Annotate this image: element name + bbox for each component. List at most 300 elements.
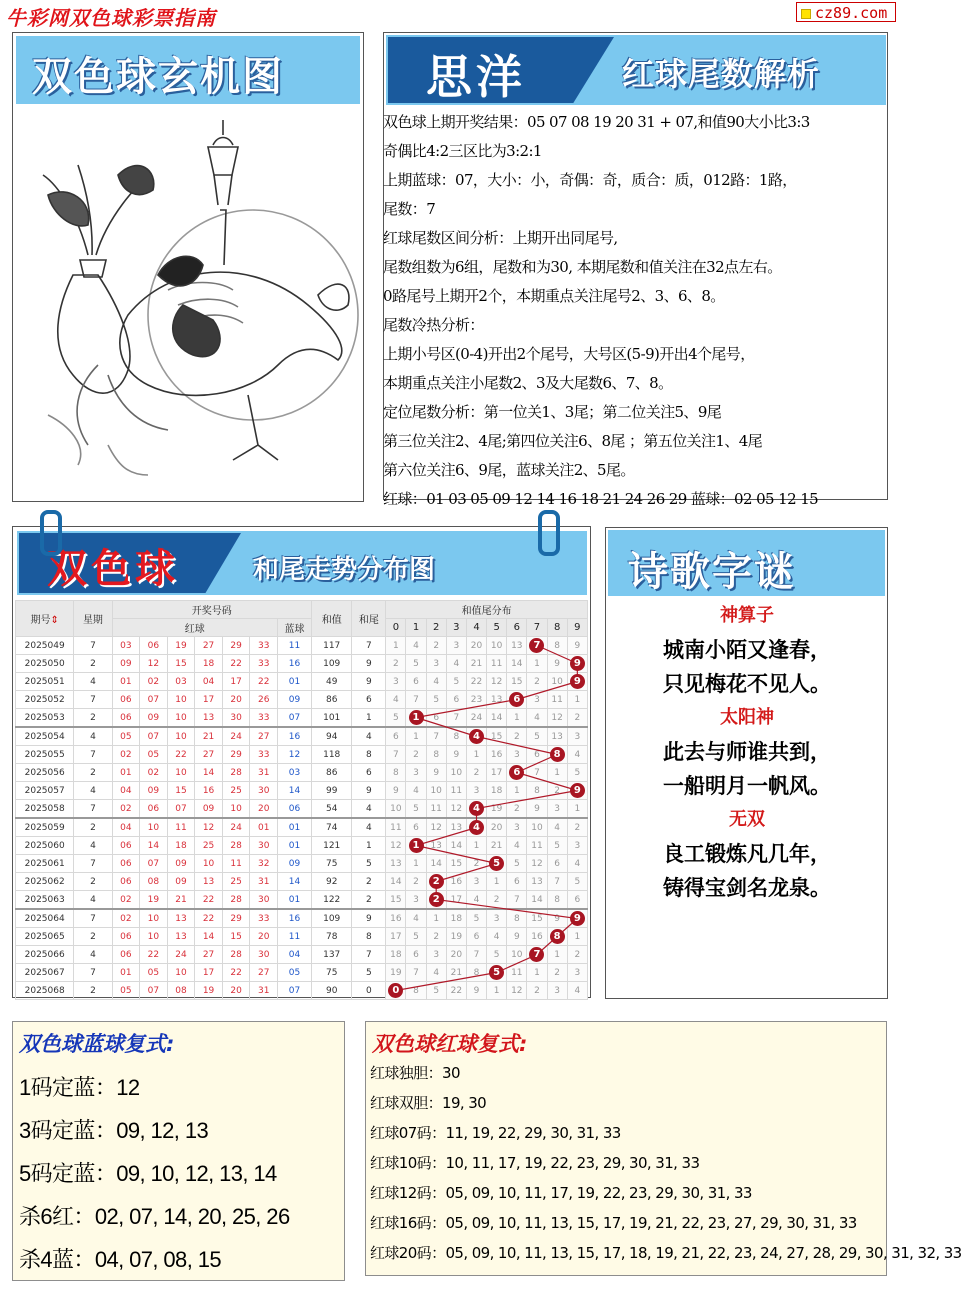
sum-cell: 90 [312,982,352,1000]
hit-ball: 4 [469,801,484,816]
dist-cell: 20 [446,946,466,964]
weekday-cell: 2 [74,873,112,891]
yellow-dot-icon [801,9,811,19]
red-ball-cell: 24 [222,818,250,837]
red-ball-cell: 22 [195,891,223,910]
dist-cell: 3 [507,818,527,837]
dist-cell: 5 [567,764,587,782]
dist-cell: 12 [446,800,466,819]
weekday-cell: 4 [74,837,112,855]
red-ball-cell: 01 [112,673,140,691]
dist-cell: 14 [446,837,466,855]
red-header: 红球 [112,619,277,637]
red-ball-cell: 10 [195,855,223,873]
dist-cell [487,855,507,873]
hit-ball: 2 [429,874,444,889]
dist-cell: 1 [466,837,486,855]
dist-cell: 7 [507,891,527,910]
sum-cell: 109 [312,909,352,928]
trend-table-area [15,600,588,995]
sum-cell: 118 [312,746,352,764]
weekday-cell: 2 [74,709,112,728]
dist-cell: 10 [386,800,406,819]
red-ball-cell: 01 [250,818,278,837]
site-badge[interactable] [796,2,896,22]
red-ball-cell: 04 [112,782,140,800]
red-ball-cell: 20 [222,691,250,709]
red-ball-cell: 06 [112,855,140,873]
blue-fushi-panel [12,1021,345,1281]
red-ball-cell: 33 [250,637,278,655]
red-ball-cell: 01 [112,764,140,782]
tail-cell: 9 [352,655,386,673]
poem-author: 太阳神 [720,707,774,728]
red-fushi-panel [365,1021,962,1276]
red-ball-cell: 06 [112,709,140,728]
weekday-cell: 2 [74,982,112,1000]
tail-cell: 5 [352,964,386,982]
dist-cell: 7 [446,709,466,728]
dist-cell: 2 [567,946,587,964]
dist-cell: 3 [567,727,587,746]
red-ball-cell: 09 [112,655,140,673]
dist-cell: 3 [386,673,406,691]
dist-cell: 3 [426,655,446,673]
blue-ball-cell: 05 [278,964,312,982]
dist-cell: 1 [567,928,587,946]
table-row [16,928,588,946]
dist-cell: 13 [527,873,547,891]
dist-cell [567,782,587,800]
dist-cell: 4 [547,818,567,837]
tail-cell: 9 [352,909,386,928]
red-ball-cell: 29 [222,746,250,764]
tail-cell: 6 [352,691,386,709]
hit-ball: 0 [388,983,403,998]
dist-cell: 16 [527,928,547,946]
analysis-line: 第六位关注6、9尾，蓝球关注2、5尾。 [383,461,635,479]
dist-cell: 2 [386,655,406,673]
red-ball-cell: 20 [250,800,278,819]
red-ball-cell: 07 [167,800,195,819]
dist-cell: 13 [386,855,406,873]
red-ball-cell: 29 [222,909,250,928]
sum-cell: 86 [312,764,352,782]
hit-ball: 8 [550,929,565,944]
issue-cell: 2025064 [16,909,74,928]
blue-fushi-item: 1码定蓝：12 [19,1075,140,1100]
tail-cell: 0 [352,982,386,1000]
red-ball-cell: 28 [222,764,250,782]
table-row [16,637,588,655]
dist-cell: 17 [446,891,466,910]
hit-ball: 7 [529,947,544,962]
poem-line: 一船明月一帆风。 [663,774,831,798]
sum-cell: 75 [312,855,352,873]
red-ball-cell: 21 [195,727,223,746]
dist-cell: 3 [567,964,587,982]
red-ball-cell: 09 [140,709,168,728]
dist-cell: 16 [487,746,507,764]
blue-fushi-item: 杀4蓝：04, 07, 08, 15 [19,1247,221,1272]
red-ball-cell: 24 [167,946,195,964]
red-ball-cell: 12 [140,655,168,673]
dist-cell: 6 [466,928,486,946]
dist-cell: 13 [547,727,567,746]
poem-body [606,599,888,905]
dist-cell: 1 [567,691,587,709]
dist-cell: 5 [446,673,466,691]
dist-cell: 3 [466,782,486,800]
dist-cell [426,873,446,891]
dist-header: 和值尾分布 [386,601,588,619]
weekday-cell: 4 [74,891,112,910]
draw-header: 开奖号码 [112,601,312,619]
dist-cell: 7 [527,764,547,782]
red-ball-cell: 27 [195,637,223,655]
weekday-cell: 2 [74,655,112,673]
hit-ball: 9 [570,783,585,798]
blue-ball-cell: 09 [278,855,312,873]
dist-cell: 2 [466,764,486,782]
dist-cell: 4 [567,982,587,1000]
red-ball-cell: 02 [112,800,140,819]
red-ball-cell: 22 [222,655,250,673]
hit-ball: 5 [489,965,504,980]
red-ball-cell: 20 [222,982,250,1000]
tail-cell: 9 [352,673,386,691]
red-ball-cell: 27 [195,946,223,964]
issue-cell: 2025054 [16,727,74,746]
issue-cell: 2025058 [16,800,74,819]
dist-cell: 4 [487,928,507,946]
dist-cell: 1 [567,800,587,819]
dist-cell: 14 [426,855,446,873]
site-title: 牛彩网双色球彩票指南 [6,6,216,30]
red-ball-cell: 33 [250,746,278,764]
dist-cell: 3 [446,637,466,655]
dist-cell: 4 [527,709,547,728]
dist-cell: 7 [406,691,426,709]
dist-cell: 6 [406,673,426,691]
red-ball-cell: 18 [195,655,223,673]
tail-cell: 8 [352,928,386,946]
red-ball-cell: 33 [250,709,278,728]
dist-cell: 8 [466,964,486,982]
dist-cell: 1 [426,909,446,928]
sum-cell: 117 [312,637,352,655]
dist-cell: 12 [386,837,406,855]
table-row [16,818,588,837]
tail-cell: 9 [352,782,386,800]
red-ball-cell: 19 [140,891,168,910]
xuanji-panel [12,32,364,502]
analysis-line: 上期蓝球：07，大小：小，奇偶：奇，质合：质，012路：1路， [383,171,797,189]
hit-ball: 7 [529,638,544,653]
red-ball-cell: 18 [167,837,195,855]
red-fushi-list [370,1058,962,1268]
red-ball-cell: 15 [167,655,195,673]
blue-fushi-title: 双色球蓝球复式: [19,1032,175,1056]
red-ball-cell: 27 [250,964,278,982]
dist-cell: 4 [406,909,426,928]
dist-cell: 11 [547,691,567,709]
dist-cell: 1 [487,982,507,1000]
red-ball-cell: 28 [222,837,250,855]
red-ball-cell: 10 [167,691,195,709]
blue-header: 蓝球 [278,619,312,637]
dist-cell: 14 [507,655,527,673]
red-ball-cell: 27 [250,727,278,746]
dist-cell: 15 [487,727,507,746]
table-row [16,709,588,728]
tail-cell: 7 [352,637,386,655]
dist-cell: 12 [527,855,547,873]
dist-cell: 7 [547,873,567,891]
sum-cell: 122 [312,891,352,910]
dist-cell: 9 [426,764,446,782]
red-ball-cell: 27 [195,746,223,764]
red-ball-cell: 09 [140,782,168,800]
blue-ball-cell: 01 [278,837,312,855]
weekday-header: 星期 [74,601,112,637]
red-ball-cell: 32 [250,855,278,873]
red-ball-cell: 24 [222,727,250,746]
dist-cell: 24 [466,709,486,728]
dist-cell: 8 [386,764,406,782]
dist-cell: 8 [547,637,567,655]
red-ball-cell: 06 [140,637,168,655]
red-ball-cell: 17 [195,964,223,982]
sum-cell: 121 [312,837,352,855]
dist-cell: 5 [426,982,446,1000]
blue-ball-cell: 01 [278,818,312,837]
dist-cell: 6 [527,746,547,764]
red-ball-cell: 28 [222,891,250,910]
poem-line: 此去与师谁共到， [663,740,831,764]
dist-cell: 10 [487,637,507,655]
dist-cell [406,709,426,728]
dist-cell: 2 [406,746,426,764]
analysis-author: 思洋 [426,50,526,104]
dist-cell: 13 [507,637,527,655]
red-ball-cell: 06 [112,837,140,855]
dist-cell: 3 [547,982,567,1000]
dist-cell: 2 [487,891,507,910]
issue-cell: 2025065 [16,928,74,946]
red-ball-cell: 14 [195,928,223,946]
digit-header: 2 [426,619,446,637]
red-fushi-item: 红球07码：11, 19, 22, 29, 30, 31, 33 [370,1124,621,1142]
dist-cell: 1 [547,764,567,782]
sum-cell: 54 [312,800,352,819]
analysis-title: 红球尾数解析 [622,55,821,93]
tail-header: 和尾 [352,601,386,637]
hit-ball: 1 [409,838,424,853]
poem-title: 诗歌字谜 [628,549,796,595]
red-ball-cell: 20 [250,928,278,946]
blue-ball-cell: 11 [278,637,312,655]
dist-cell: 2 [547,964,567,982]
red-ball-cell: 15 [167,782,195,800]
tail-cell: 4 [352,727,386,746]
issue-cell: 2025057 [16,782,74,800]
xuanji-title: 双色球玄机图 [32,54,284,100]
dist-cell [547,928,567,946]
dist-cell: 6 [547,855,567,873]
dist-cell: 6 [567,891,587,910]
dist-cell: 10 [527,818,547,837]
table-row [16,873,588,891]
red-ball-cell: 06 [112,873,140,891]
red-ball-cell: 29 [222,637,250,655]
dist-cell: 8 [406,982,426,1000]
issue-cell: 2025049 [16,637,74,655]
dist-cell: 5 [406,655,426,673]
blue-ball-cell: 01 [278,673,312,691]
analysis-line: 双色球上期开奖结果：05 07 08 19 20 31 + 07,和值90大小比3:3 [383,113,810,131]
dist-cell: 5 [527,727,547,746]
dist-cell: 21 [446,964,466,982]
blue-ball-cell: 11 [278,928,312,946]
dist-cell: 8 [527,782,547,800]
dist-cell: 7 [406,964,426,982]
dist-cell: 3 [527,691,547,709]
weekday-cell: 7 [74,964,112,982]
dist-cell: 1 [487,873,507,891]
dist-cell: 17 [386,928,406,946]
dist-cell: 2 [507,727,527,746]
dist-cell: 1 [527,964,547,982]
dist-cell: 5 [426,691,446,709]
blue-fushi-list [19,1066,290,1281]
red-ball-cell: 14 [195,764,223,782]
sort-arrows-icon: ⇕ [50,615,59,626]
dist-cell: 7 [466,946,486,964]
dist-cell [507,691,527,709]
red-ball-cell: 31 [250,764,278,782]
red-ball-cell: 13 [167,909,195,928]
dist-cell: 7 [426,727,446,746]
red-ball-cell: 11 [167,818,195,837]
hit-ball: 9 [570,656,585,671]
red-ball-cell: 30 [250,837,278,855]
red-ball-cell: 09 [167,873,195,891]
dist-cell: 21 [487,837,507,855]
analysis-line: 上期小号区(0-4)开出2个尾号，大号区(5-9)开出4个尾号， [383,345,755,363]
digit-header: 7 [527,619,547,637]
issue-cell: 2025052 [16,691,74,709]
blue-ball-cell: 03 [278,764,312,782]
dist-cell: 6 [507,873,527,891]
weekday-cell: 7 [74,800,112,819]
red-ball-cell: 09 [195,800,223,819]
issue-cell: 2025061 [16,855,74,873]
dist-cell: 5 [406,800,426,819]
hit-ball: 8 [550,747,565,762]
dist-cell: 4 [507,837,527,855]
red-ball-cell: 13 [195,873,223,891]
dist-cell: 9 [527,800,547,819]
red-ball-cell: 10 [140,928,168,946]
red-ball-cell: 06 [112,691,140,709]
dist-cell: 6 [406,946,426,964]
red-ball-cell: 13 [195,709,223,728]
blue-ball-cell: 16 [278,727,312,746]
dist-cell: 5 [487,946,507,964]
dist-cell: 9 [466,982,486,1000]
analysis-line: 定位尾数分析：第一位关1、3尾；第二位关注5、9尾 [383,403,722,421]
weekday-cell: 4 [74,727,112,746]
red-fushi-item: 红球独胆：30 [370,1064,460,1082]
red-ball-cell: 25 [222,873,250,891]
hit-ball: 9 [570,911,585,926]
hit-ball: 4 [469,729,484,744]
red-ball-cell: 06 [140,800,168,819]
blue-fushi-item: 杀6红：02, 07, 14, 20, 25, 26 [19,1204,290,1229]
dist-cell: 4 [426,964,446,982]
dist-cell: 7 [386,746,406,764]
dist-cell: 4 [406,637,426,655]
tail-cell: 5 [352,855,386,873]
analysis-line: 奇偶比4:2三区比为3:2:1 [383,142,542,160]
dist-cell: 4 [426,673,446,691]
red-ball-cell: 30 [250,891,278,910]
dist-cell: 2 [567,709,587,728]
hit-ball: 6 [509,692,524,707]
dist-cell: 3 [487,909,507,928]
sum-header: 和值 [312,601,352,637]
hit-ball: 2 [429,892,444,907]
red-ball-cell: 02 [140,673,168,691]
dist-cell: 9 [386,782,406,800]
red-ball-cell: 21 [167,891,195,910]
dist-cell [466,818,486,837]
red-ball-cell: 31 [250,982,278,1000]
digit-header: 9 [567,619,587,637]
red-ball-cell: 08 [140,873,168,891]
red-ball-cell: 10 [167,709,195,728]
red-ball-cell: 06 [112,928,140,946]
red-ball-cell: 12 [195,818,223,837]
trend-header [17,531,587,595]
poem-header [608,530,885,596]
dist-cell: 12 [426,818,446,837]
issue-cell: 2025053 [16,709,74,728]
weekday-cell: 2 [74,818,112,837]
dist-cell: 9 [547,655,567,673]
dist-cell: 9 [507,928,527,946]
weekday-cell: 2 [74,764,112,782]
digit-header: 6 [507,619,527,637]
sum-cell: 86 [312,691,352,709]
blue-ball-cell: 16 [278,655,312,673]
red-ball-cell: 07 [140,691,168,709]
dist-cell: 12 [487,673,507,691]
blue-ball-cell: 09 [278,691,312,709]
dist-cell: 4 [567,746,587,764]
sum-cell: 49 [312,673,352,691]
dist-cell: 6 [386,727,406,746]
red-ball-cell: 03 [167,673,195,691]
hit-ball: 4 [469,820,484,835]
dist-cell: 12 [507,982,527,1000]
red-ball-cell: 05 [140,746,168,764]
red-ball-cell: 03 [112,637,140,655]
red-ball-cell: 31 [250,873,278,891]
dist-cell [426,891,446,910]
weekday-cell: 2 [74,928,112,946]
